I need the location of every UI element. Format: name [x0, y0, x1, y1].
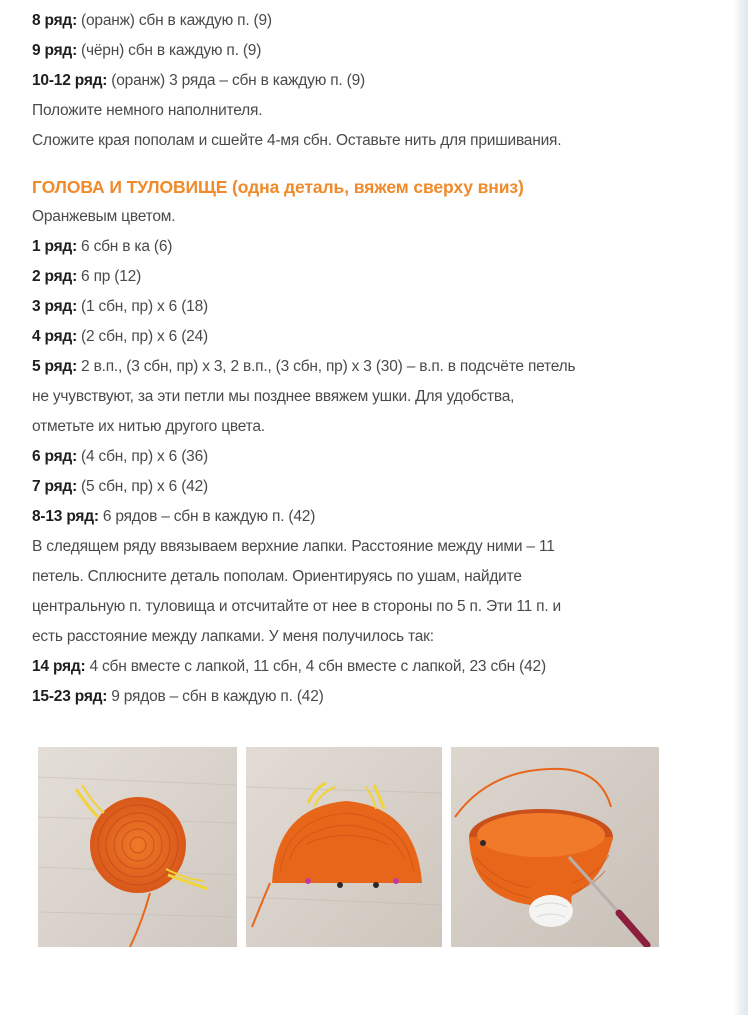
row-label: 15-23 ряд:	[32, 688, 108, 705]
instruction-line	[32, 126, 712, 156]
instruction-text: Оранжевым цветом.	[32, 208, 176, 225]
row-text: 4 сбн вместе с лапкой, 11 сбн, 4 сбн вместе с лапкой, 23 сбн (42)	[89, 658, 546, 675]
instruction-line	[32, 622, 712, 652]
row-line	[32, 66, 712, 96]
photo-crochet-bowl-hook	[451, 747, 659, 947]
row-text: 6 рядов – сбн в каждую п. (42)	[102, 508, 316, 525]
row-label: 1 ряд:	[32, 238, 78, 255]
row-line	[32, 232, 712, 262]
row-label: 6 ряд:	[32, 448, 78, 465]
instruction-line	[32, 532, 712, 562]
instruction-text: центральную п. туловища и отсчитайте от нее в стороны по 5 п. Эти 11 п. и	[32, 598, 562, 615]
instruction-text: В следящем ряду ввязываем верхние лапки. Расстояние между ними – 11	[32, 538, 555, 555]
row-line	[32, 472, 712, 502]
row-line	[32, 502, 712, 532]
row-line	[32, 292, 712, 322]
row-line	[32, 352, 712, 382]
instruction-line	[32, 96, 712, 126]
row-label: 8-13 ряд:	[32, 508, 99, 525]
instruction-text: Положите немного наполнителя.	[32, 102, 263, 119]
row-text: (чёрн) сбн в каждую п. (9)	[81, 42, 262, 59]
row-label: 14 ряд:	[32, 658, 86, 675]
row-line	[32, 6, 712, 36]
row-text: (оранж) сбн в каждую п. (9)	[81, 12, 272, 29]
photo-crochet-circle	[38, 747, 237, 947]
row-text: 2 в.п., (3 сбн, пр) х 3, 2 в.п., (3 сбн, пр) х 3 (30) – в.п. в подсчёте петель	[81, 358, 576, 375]
row-text: (оранж) 3 ряда – сбн в каждую п. (9)	[111, 72, 365, 89]
row-line	[32, 652, 712, 682]
row-text: (2 сбн, пр) х 6 (24)	[81, 328, 208, 345]
section-gap	[32, 156, 712, 172]
instruction-line	[32, 562, 712, 592]
row-text: 9 рядов – сбн в каждую п. (42)	[111, 688, 324, 705]
row-label: 2 ряд:	[32, 268, 78, 285]
row-line	[32, 262, 712, 292]
row-line	[32, 442, 712, 472]
instruction-line	[32, 592, 712, 622]
instruction-text: не учувствуют, за эти петли мы позднее ввяжем ушки. Для удобства,	[32, 388, 515, 405]
row-text: 6 пр (12)	[81, 268, 142, 285]
row-text: 6 сбн в ка (6)	[81, 238, 173, 255]
row-label: 9 ряд:	[32, 42, 78, 59]
instruction-line	[32, 412, 712, 442]
instruction-text: петель. Сплюсните деталь пополам. Ориентируясь по ушам, найдите	[32, 568, 522, 585]
section-heading: ГОЛОВА И ТУЛОВИЩЕ (одна деталь, вяжем сверху вниз)	[32, 177, 524, 197]
row-label: 8 ряд:	[32, 12, 78, 29]
row-line	[32, 322, 712, 352]
row-text: (5 сбн, пр) х 6 (42)	[81, 478, 208, 495]
instruction-line	[32, 202, 712, 232]
instruction-text: есть расстояние между лапками. У меня получилось так:	[32, 628, 434, 645]
photo-crochet-dome	[246, 747, 442, 947]
row-label: 5 ряд:	[32, 358, 78, 375]
row-label: 4 ряд:	[32, 328, 78, 345]
row-line	[32, 682, 712, 712]
row-text: (4 сбн, пр) х 6 (36)	[81, 448, 208, 465]
row-line	[32, 36, 712, 66]
instruction-line	[32, 382, 712, 412]
row-text: (1 сбн, пр) х 6 (18)	[81, 298, 208, 315]
pattern-text	[32, 6, 712, 712]
row-label: 10-12 ряд:	[32, 72, 108, 89]
instruction-text: отметьте их нитью другого цвета.	[32, 418, 265, 435]
row-label: 3 ряд:	[32, 298, 78, 315]
instruction-text: Сложите края пополам и сшейте 4-мя сбн. Оставьте нить для пришивания.	[32, 132, 562, 149]
row-label: 7 ряд:	[32, 478, 78, 495]
scroll-edge	[734, 0, 748, 1015]
